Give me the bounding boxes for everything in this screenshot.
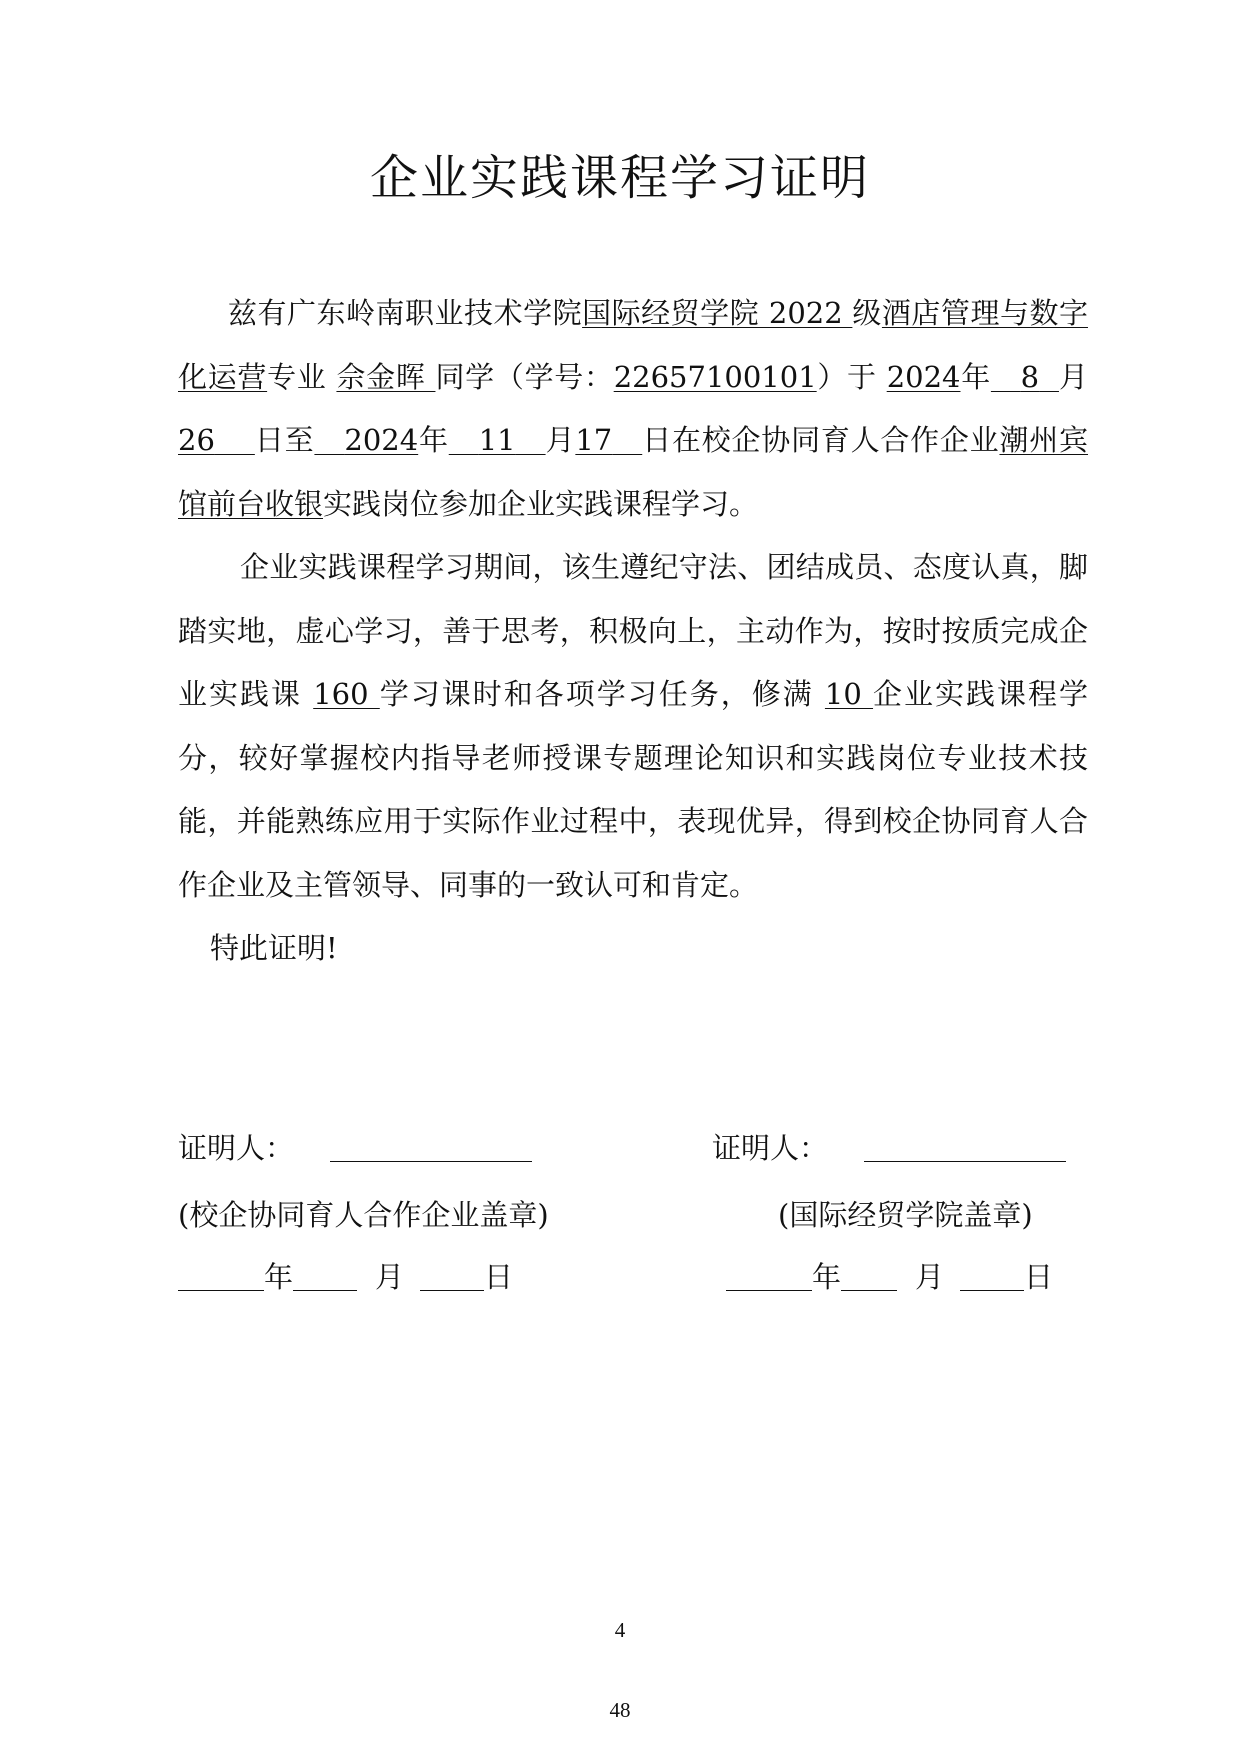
left-date-row — [178, 1257, 513, 1297]
intro-text: 兹有广东岭南职业技术学院 — [228, 296, 583, 330]
student-name-field: 佘金晖 — [336, 359, 436, 394]
right-certifier-label: 证明人： — [712, 1131, 829, 1165]
right-day-blank[interactable] — [960, 1262, 1024, 1291]
left-certifier-row — [178, 1128, 532, 1168]
grade-suffix: 级 — [852, 296, 882, 330]
left-day-blank[interactable] — [420, 1262, 484, 1291]
end-year-field — [314, 423, 418, 457]
credits-field: 10 — [824, 677, 874, 711]
start-month-value: 8 — [1020, 359, 1040, 394]
document-title: 企业实践课程学习证明 — [369, 150, 870, 206]
right-date-row — [726, 1257, 1053, 1297]
hours-suffix: 学习课时和各项学习任务，修满 — [379, 677, 825, 711]
hours-field: 160 — [313, 677, 380, 711]
right-year-blank[interactable] — [726, 1262, 812, 1291]
left-certifier-label: 证明人： — [178, 1131, 295, 1165]
right-certifier-signature-line[interactable] — [864, 1133, 1066, 1162]
end-day-value: 17 — [575, 423, 613, 457]
left-month-blank[interactable] — [293, 1262, 357, 1291]
company-prefix: 日在校企协同育人合作企业 — [642, 423, 1000, 457]
college-field: 国际经贸学院 2022 — [582, 296, 853, 330]
left-certifier-signature-line[interactable] — [330, 1133, 532, 1162]
student-id-prefix: 同学（学号： — [435, 359, 614, 394]
evaluation-text: 企业实践课程学习期间，该生遵纪守法、团结成员、态度认真，脚踏实地，虚心学习，善于思考，积极向上，主动作为，按时按质完成企业实践课 — [178, 550, 1088, 711]
start-month-unit: 月 — [1058, 359, 1088, 394]
major-suffix: 专业 — [267, 359, 337, 394]
end-year-value: 2024 — [344, 423, 419, 457]
inner-page-number: 4 — [614, 1618, 626, 1642]
start-month-field — [991, 360, 1059, 394]
outer-page-number: 48 — [609, 1698, 631, 1722]
left-month-unit: 月 — [375, 1260, 405, 1294]
right-day-unit: 日 — [1024, 1260, 1054, 1294]
left-day-unit: 日 — [484, 1260, 514, 1294]
left-seal-label: (校企协同育人合作企业盖章) — [178, 1198, 549, 1232]
certificate-paragraph-2 — [178, 536, 1088, 917]
major-field: 酒店管理与数字化运营 — [178, 296, 1088, 394]
start-year-field: 2024 — [886, 359, 961, 394]
student-id-field: 22657100101 — [613, 359, 817, 394]
range-text: 日至 — [254, 423, 315, 457]
left-year-blank[interactable] — [178, 1262, 264, 1291]
end-month-field — [449, 423, 546, 457]
certificate-body — [178, 282, 1088, 981]
end-day-field — [575, 423, 642, 457]
company-post-field: 潮州宾馆前台收银 — [178, 423, 1089, 521]
right-certifier-row — [712, 1128, 1066, 1168]
closing-statement: 特此证明! — [210, 931, 338, 965]
end-month-unit: 月 — [545, 423, 576, 457]
credits-suffix: 企业实践课程学分，较好掌握校内指导老师授课专题理论知识和实践岗位专业技术技能，并能熟练应用于实际作业过程中，表现优异，得到校企协同育人合作企业及主管领导、同事的一致认可和肯定。 — [178, 677, 1089, 902]
right-month-unit: 月 — [915, 1260, 945, 1294]
right-month-blank[interactable] — [841, 1262, 897, 1291]
end-year-unit: 年 — [418, 423, 449, 457]
start-day-value: 26 — [178, 423, 215, 457]
right-seal-label: (国际经贸学院盖章) — [778, 1198, 1033, 1232]
certificate-paragraph-1 — [178, 282, 1088, 536]
practice-text: 实践岗位参加企业实践课程学习。 — [323, 486, 759, 521]
date-prefix: ）于 — [816, 359, 887, 394]
left-year-unit: 年 — [264, 1260, 294, 1294]
start-year-unit: 年 — [960, 359, 991, 394]
start-day-field — [178, 423, 255, 457]
end-month-value: 11 — [478, 423, 516, 457]
right-year-unit: 年 — [812, 1260, 842, 1294]
